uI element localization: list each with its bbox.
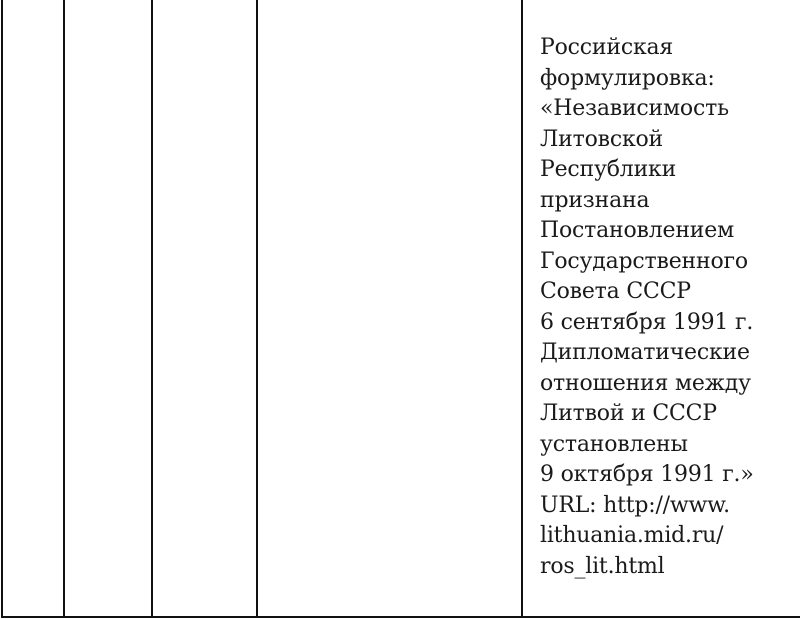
table-cell-5: [522, 0, 800, 617]
russian-wording-text: Российская формулировка: «Независимость Литовской Республики признана Постановлением Государственного Совета СССР 6 сентября 1991 г. Дипломатические отношения между Литвой и СССР установлены 9 октября 1991 г.» URL: http://www. lithuania.mid.ru/ ros_lit.html: [540, 35, 754, 579]
table-cell-1: [2, 0, 64, 617]
table-cell-3: [152, 0, 257, 617]
table-cell-4: [257, 0, 522, 617]
document-table: [1, 0, 800, 618]
table-row: [2, 0, 800, 617]
table-cell-2: [64, 0, 152, 617]
